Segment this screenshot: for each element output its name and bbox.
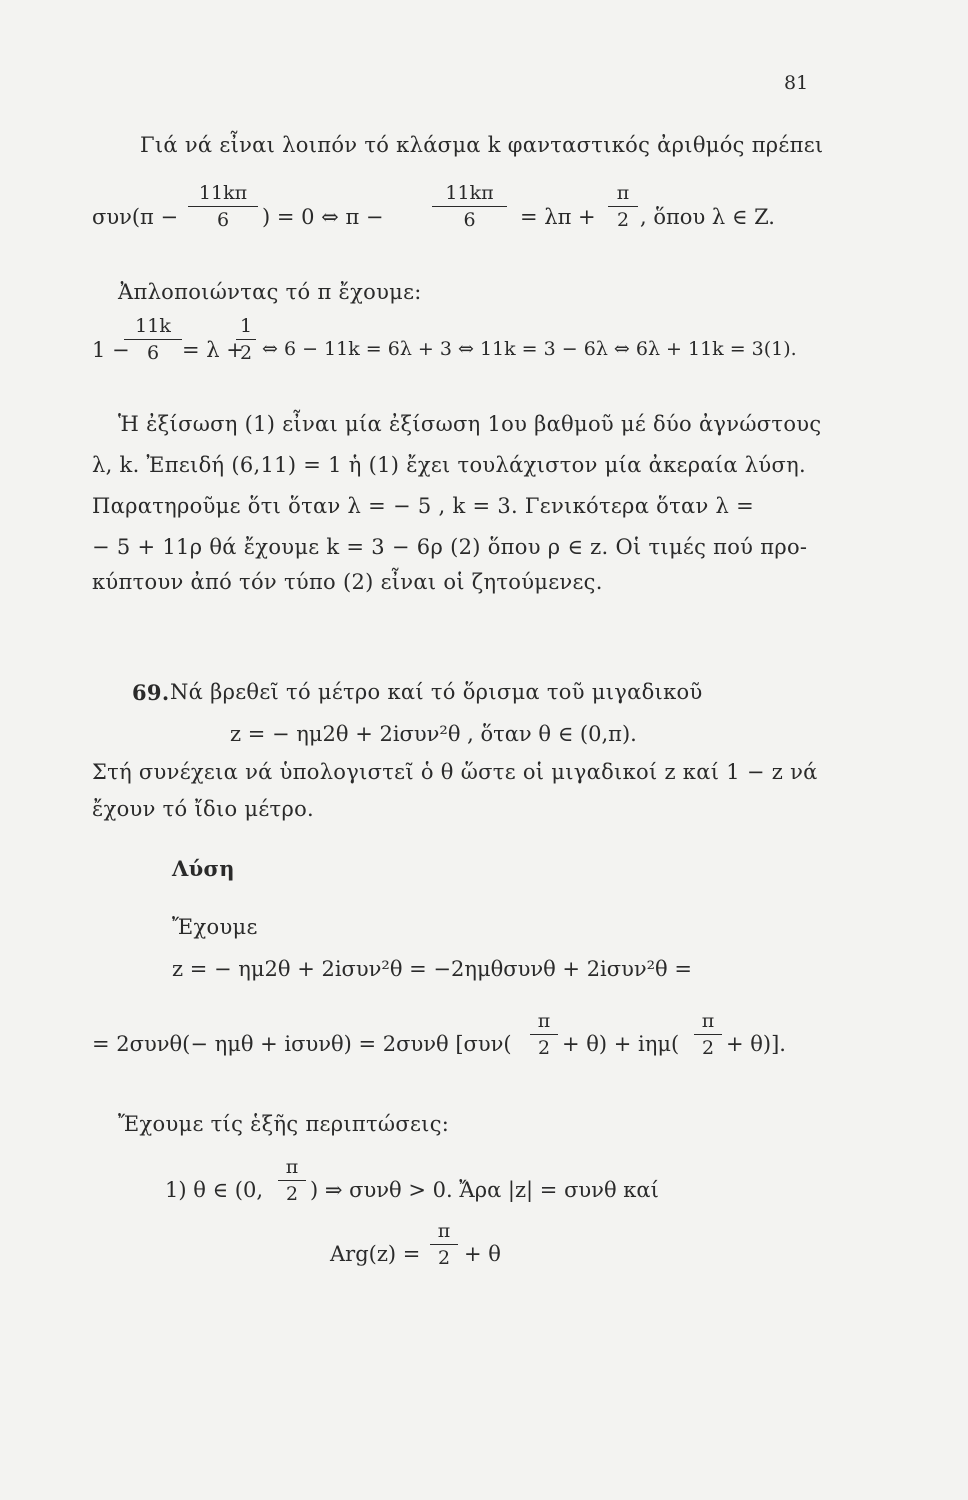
simplify-line: Ἀπλοποιώντας τό π ἔχουμε:	[118, 280, 422, 304]
cases-intro: Ἔχουμε τίς ἑξῆς περιπτώσεις:	[118, 1112, 450, 1136]
fraction-bar	[124, 339, 182, 340]
eq4-part3: + θ)].	[726, 1032, 786, 1056]
eq4-part2: + θ) + iημ(	[562, 1032, 680, 1056]
solution-eq3: z = − ημ2θ + 2iσυν²θ = −2ημθσυνθ + 2iσυν²θ =	[172, 957, 692, 981]
eq1-fraction-1	[188, 182, 258, 231]
eq2-frac2-numerator: 1	[239, 315, 253, 337]
fraction-bar	[278, 1180, 306, 1181]
paragraph-line-2: λ, k. Ἐπειδή (6,11) = 1 ἡ (1) ἔχει τουλάχιστον μία ἀκεραία λύση.	[92, 453, 806, 477]
arg-frac-denominator: 2	[437, 1247, 451, 1269]
arg-fraction	[430, 1220, 458, 1269]
eq2-frac1-denominator: 6	[146, 342, 160, 364]
eq1-fraction-2	[432, 182, 507, 231]
problem-statement-2: Στή συνέχεια νά ὑπολογιστεῖ ὁ θ ὥστε οἱ μιγαδικοί z καί 1 − z νά	[92, 760, 818, 784]
fraction-bar	[694, 1034, 722, 1035]
problem-statement-1: Νά βρεθεῖ τό μέτρο καί τό ὅρισμα τοῦ μιγαδικοῦ	[170, 680, 703, 704]
eq4-frac2-denominator: 2	[701, 1037, 715, 1059]
problem-number: 69.	[132, 680, 170, 705]
eq4-frac2-numerator: π	[701, 1010, 715, 1032]
eq4-fraction-2	[694, 1010, 722, 1059]
problem-formula: z = − ημ2θ + 2iσυν²θ , ὅταν θ ∈ (0,π).	[230, 722, 637, 746]
eq1-frac3-numerator: π	[616, 182, 630, 204]
paragraph-line-1: Ἡ ἐξίσωση (1) εἶναι μία ἐξίσωση 1ου βαθμοῦ μέ δύο ἀγνώστους	[118, 412, 822, 436]
arg-frac-numerator: π	[437, 1220, 451, 1242]
arg-part1: Arg(z) =	[330, 1242, 421, 1266]
eq1-frac2-numerator: 11kπ	[445, 182, 494, 204]
eq2-part1: 1 −	[92, 338, 130, 362]
page-number: 81	[784, 72, 809, 94]
eq1-part4: , ὅπου λ ∈ Z.	[640, 205, 775, 229]
fraction-bar	[430, 1244, 458, 1245]
paragraph-line-3: Παρατηροῦμε ὅτι ὅταν λ = − 5 , k = 3. Γενικότερα ὅταν λ =	[92, 494, 755, 518]
eq1-part3: = λπ +	[520, 205, 596, 229]
eq2-fraction-2	[236, 315, 256, 364]
eq2-frac1-numerator: 11k	[135, 315, 171, 337]
eq1-frac3-denominator: 2	[616, 209, 630, 231]
fraction-bar	[432, 206, 507, 207]
eq4-part1: = 2συνθ(− ημθ + iσυνθ) = 2συνθ [συν(	[92, 1032, 512, 1056]
problem-statement-3: ἔχουν τό ἴδιο μέτρο.	[92, 797, 315, 821]
eq2-fraction-1	[124, 315, 182, 364]
case1-part1: 1) θ ∈ (0,	[165, 1178, 263, 1202]
eq1-frac1-denominator: 6	[216, 209, 230, 231]
paragraph-line-5: κύπτουν ἀπό τόν τύπο (2) εἶναι οἱ ζητούμενες.	[92, 570, 603, 594]
case1-fraction	[278, 1156, 306, 1205]
eq1-frac1-numerator: 11kπ	[198, 182, 248, 204]
eq4-frac1-denominator: 2	[537, 1037, 551, 1059]
fraction-bar	[236, 339, 256, 340]
fraction-bar	[608, 206, 638, 207]
fraction-bar	[530, 1034, 558, 1035]
eq4-fraction-1	[530, 1010, 558, 1059]
paragraph-line-4: − 5 + 11ρ θά ἔχουμε k = 3 − 6ρ (2) ὅπου ρ ∈ z. Οἱ τιμές πού προ-	[92, 535, 808, 559]
case1-frac-denominator: 2	[285, 1183, 299, 1205]
eq2-frac2-denominator: 2	[239, 342, 253, 364]
eq1-part1: συν(π −	[92, 205, 179, 229]
solution-heading: Λύση	[172, 856, 235, 881]
eq2-part2: = λ +	[182, 338, 244, 362]
intro-line: Γιά νά εἶναι λοιπόν τό κλάσμα k φανταστικός ἀριθμός πρέπει	[140, 133, 824, 157]
eq1-part2: ) = 0 ⇔ π −	[262, 205, 384, 229]
fraction-bar	[188, 206, 258, 207]
case1-frac-numerator: π	[285, 1156, 299, 1178]
eq2-part3: ⇔ 6 − 11k = 6λ + 3 ⇔ 11k = 3 − 6λ ⇔ 6λ + 11k = 3(1).	[262, 338, 797, 360]
eq1-frac2-denominator: 6	[463, 209, 476, 231]
arg-part2: + θ	[464, 1242, 501, 1266]
eq1-fraction-3	[608, 182, 638, 231]
case1-part2: ) ⇒ συνθ > 0. Ἄρα |z| = συνθ καί	[310, 1178, 659, 1202]
eq4-frac1-numerator: π	[537, 1010, 551, 1032]
solution-have: Ἔχουμε	[172, 915, 258, 939]
